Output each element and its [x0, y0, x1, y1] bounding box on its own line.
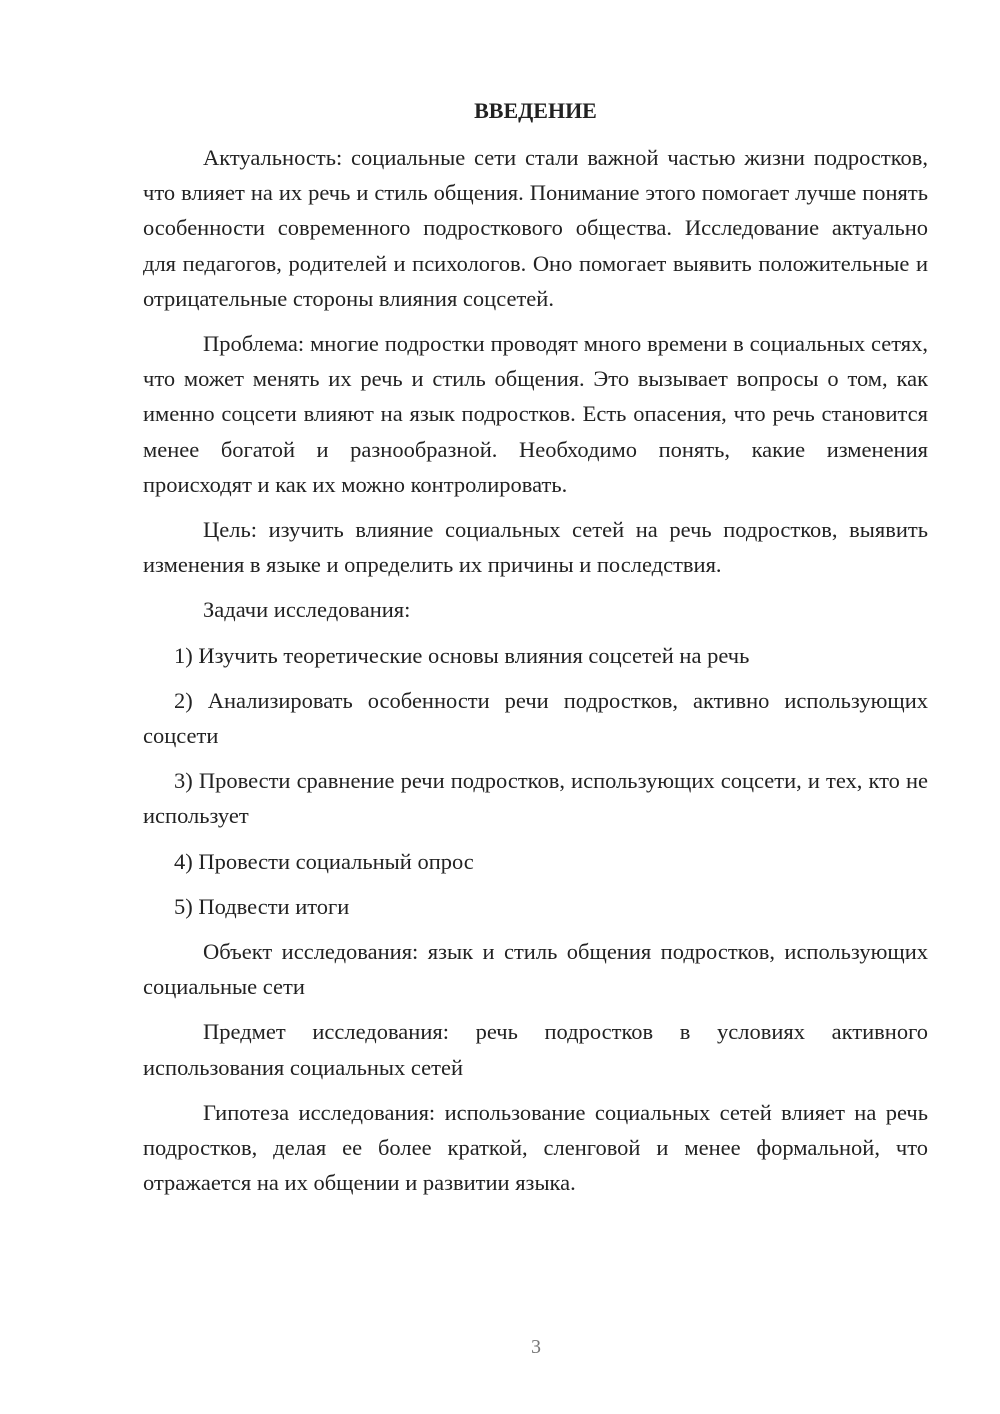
- task-item-2: 2) Анализировать особенности речи подростков, активно использующих соцсети: [143, 687, 928, 749]
- paragraph-problem: Проблема: многие подростки проводят много времени в социальных сетях, что может менять их речь и стиль общения. Это вызывает вопросы о том, как именно соцсети влияют на язык подростков. Есть опасения, что речь становится менее богатой и разнообразной. Необходимо понять, какие изменения происходят и как их можно контролировать.: [143, 331, 928, 497]
- document-body: [143, 140, 928, 1200]
- task-item-1: 1) Изучить теоретические основы влияния соцсетей на речь: [174, 642, 750, 668]
- task-item-5: 5) Подвести итоги: [174, 893, 350, 919]
- task-item-4: 4) Провести социальный опрос: [174, 848, 474, 874]
- paragraph-tasks-heading: Задачи исследования:: [203, 597, 411, 623]
- paragraph-object: Объект исследования: язык и стиль общения подростков, использующих социальные сети: [143, 939, 928, 1000]
- paragraph-subject: Предмет исследования: речь подростков в условиях активного использования социальных сетей: [143, 1019, 928, 1080]
- paragraph-relevance: Актуальность: социальные сети стали важной частью жизни подростков, что влияет на их речь и стиль общения. Понимание этого помогает лучше понять особенности современного подросткового общества. Исследование актуально для педагогов, родителей и психологов. Оно помогает выявить положительные и отрицательные стороны влияния соцсетей.: [143, 145, 928, 311]
- paragraph-hypothesis: Гипотеза исследования: использование социальных сетей влияет на речь подростков, делая ее более краткой, сленговой и менее формальной, что отражается на их общении и развитии языка.: [143, 1099, 928, 1196]
- task-item-3: 3) Провести сравнение речи подростков, использующих соцсети, и тех, кто не использует: [143, 768, 928, 829]
- page-number: 3: [531, 1336, 541, 1358]
- paragraph-goal: Цель: изучить влияние социальных сетей на речь подростков, выявить изменения в языке и определить их причины и последствия.: [143, 517, 928, 578]
- page-heading: ВВЕДЕНИЕ: [474, 98, 597, 123]
